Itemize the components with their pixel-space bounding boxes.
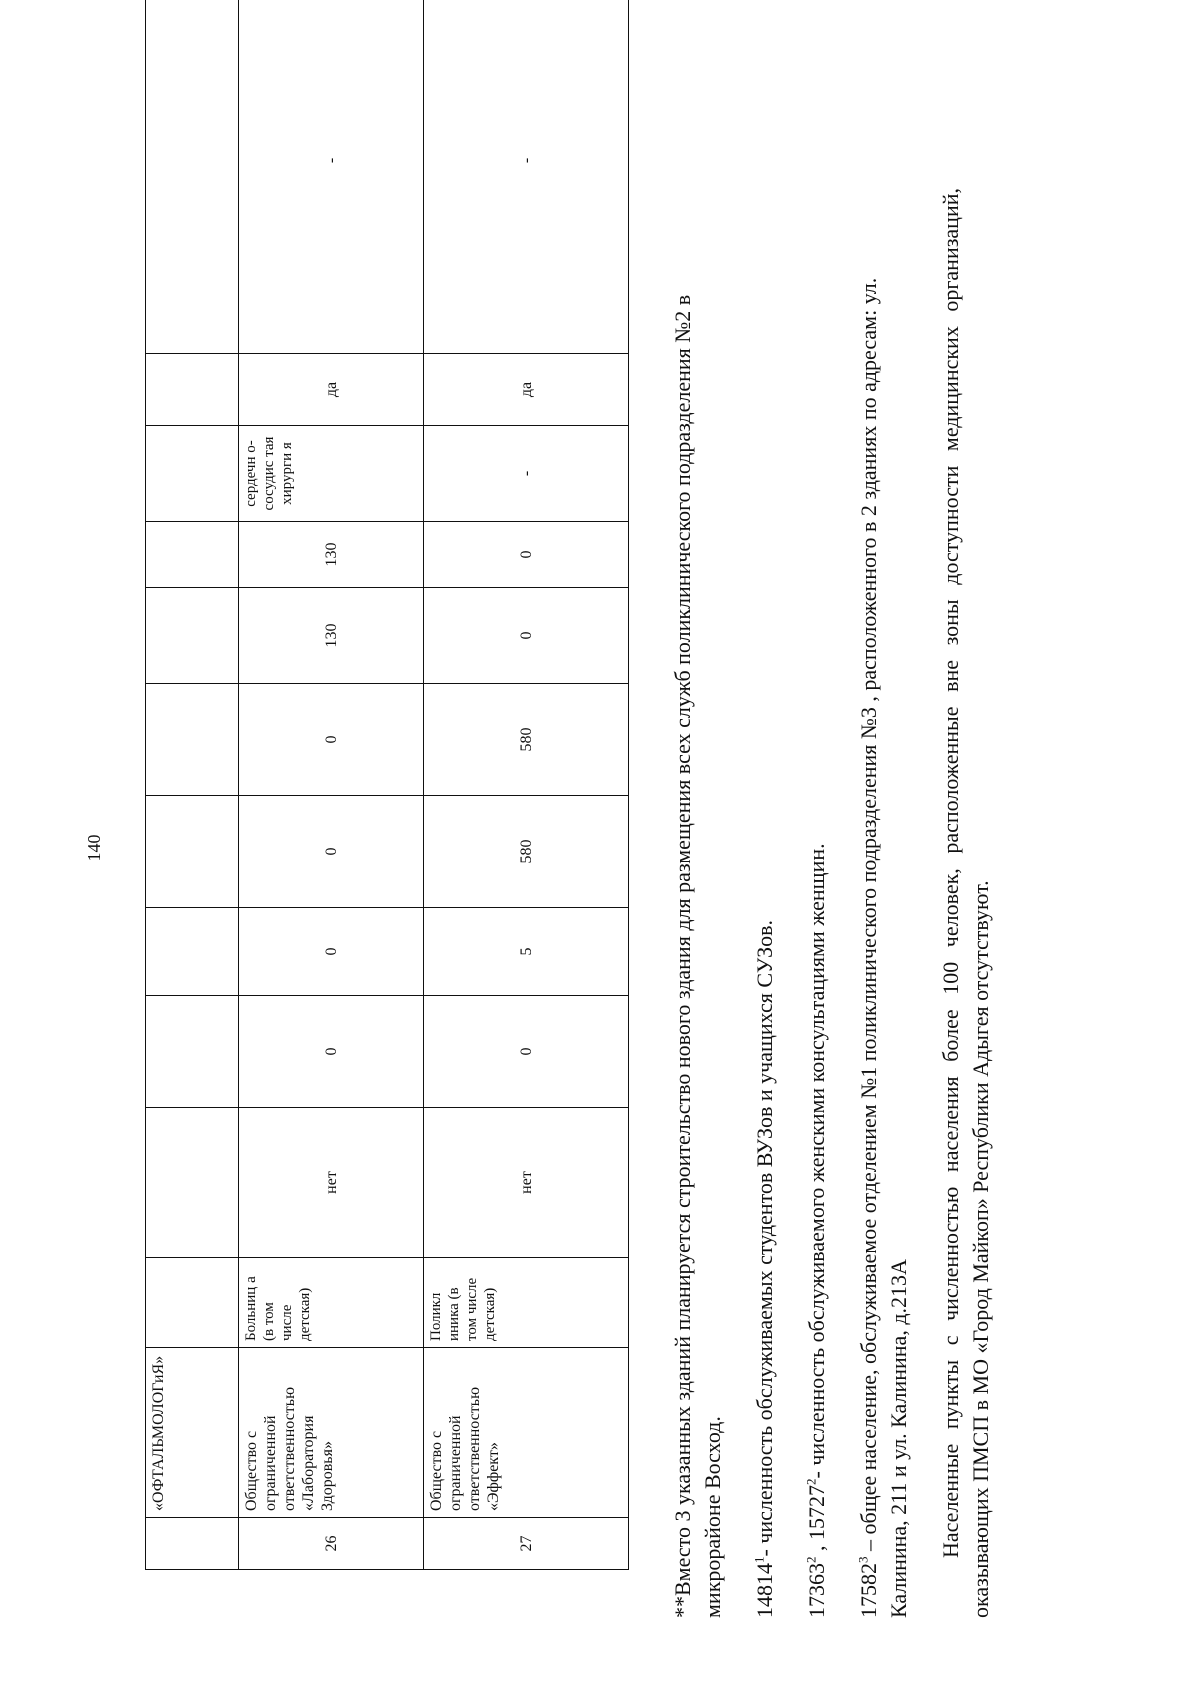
note-number: 14814 xyxy=(752,1563,777,1618)
note-text: – общее население, обслуживаемое отделением №1 поликлинического подразделения №3 , расположенного в 2 зданиях по адресам: ул. Калинина, 211 и ул. Калинина, д.213А xyxy=(856,277,911,1618)
cell-org: Общество с ограниченной ответственностью «Эффект» xyxy=(424,1348,629,1518)
cell-5 xyxy=(146,996,239,1108)
cell-9: 130 xyxy=(239,588,424,684)
cell-5: 0 xyxy=(239,996,424,1108)
cell-10: 130 xyxy=(239,522,424,588)
cell-org: «ОФТАЛЬМОЛОГиЯ» xyxy=(146,1348,239,1518)
note-superscript: 3 xyxy=(855,1556,871,1563)
notes-block xyxy=(668,188,1018,1618)
cell-8: 0 xyxy=(239,684,424,796)
note-text: - численность обслуживаемого женскими консультациями женщин. xyxy=(804,843,829,1479)
note-separator: , xyxy=(804,1540,829,1557)
cell-type xyxy=(146,1258,239,1348)
note-superscript: 2 xyxy=(803,1556,819,1563)
note-population xyxy=(854,188,914,1618)
cell-10: 0 xyxy=(424,522,629,588)
facilities-table-block xyxy=(145,0,628,1570)
note-students xyxy=(750,188,780,1618)
note-number: 17582 xyxy=(856,1563,881,1618)
cell-9: 0 xyxy=(424,588,629,684)
cell-6 xyxy=(146,908,239,996)
page-number: 140 xyxy=(84,834,104,862)
cell-6: 0 xyxy=(239,908,424,996)
cell-13 xyxy=(146,0,239,354)
note-number: 15727 xyxy=(804,1485,829,1540)
cell-7: 580 xyxy=(424,796,629,908)
table-row xyxy=(239,0,424,1570)
cell-13: - xyxy=(239,0,424,354)
cell-num: 26 xyxy=(239,1518,424,1570)
cell-num: 27 xyxy=(424,1518,629,1570)
cell-10 xyxy=(146,522,239,588)
note-text: - численность обслуживаемых студентов ВУЗов и учащихся СУЗов. xyxy=(752,919,777,1557)
note-settlements: Населенные пункты с численностью населения более 100 человек, расположенные вне зоны доступности медицинских организаций, оказывающих ПМСП в МО «Город Майкоп» Республики Адыгея отсутствуют. xyxy=(938,188,993,1618)
cell-type: Больниц а (в том числе детская) xyxy=(239,1258,424,1348)
table-row xyxy=(146,0,239,1570)
cell-8 xyxy=(146,684,239,796)
cell-9 xyxy=(146,588,239,684)
cell-6: 5 xyxy=(424,908,629,996)
cell-11 xyxy=(146,426,239,522)
cell-7: 0 xyxy=(239,796,424,908)
cell-4 xyxy=(146,1108,239,1258)
note-superscript: 1 xyxy=(751,1556,767,1563)
cell-12 xyxy=(146,354,239,426)
cell-7 xyxy=(146,796,239,908)
cell-13: - xyxy=(424,0,629,354)
cell-12: да xyxy=(424,354,629,426)
cell-8: 580 xyxy=(424,684,629,796)
facilities-table xyxy=(145,0,629,1570)
cell-org: Общество с ограниченной ответственностью «Лаборатория Здоровья» xyxy=(239,1348,424,1518)
cell-11: сердечн о-сосудис тая хирурги я xyxy=(239,426,424,522)
cell-5: 0 xyxy=(424,996,629,1108)
note-women xyxy=(802,188,832,1618)
note-superscript: 2 xyxy=(803,1478,819,1485)
cell-type: Поликл иника (в том числе детская) xyxy=(424,1258,629,1348)
cell-4: нет xyxy=(424,1108,629,1258)
note-planned-building: **Вместо 3 указанных зданий планируется строительство нового здания для размещения всех служб поликлинического подразделения №2 в микрорайоне Восход. xyxy=(670,294,725,1618)
cell-12: да xyxy=(239,354,424,426)
table-row xyxy=(424,0,629,1570)
cell-4: нет xyxy=(239,1108,424,1258)
cell-num xyxy=(146,1518,239,1570)
cell-11: - xyxy=(424,426,629,522)
note-number: 17363 xyxy=(804,1563,829,1618)
